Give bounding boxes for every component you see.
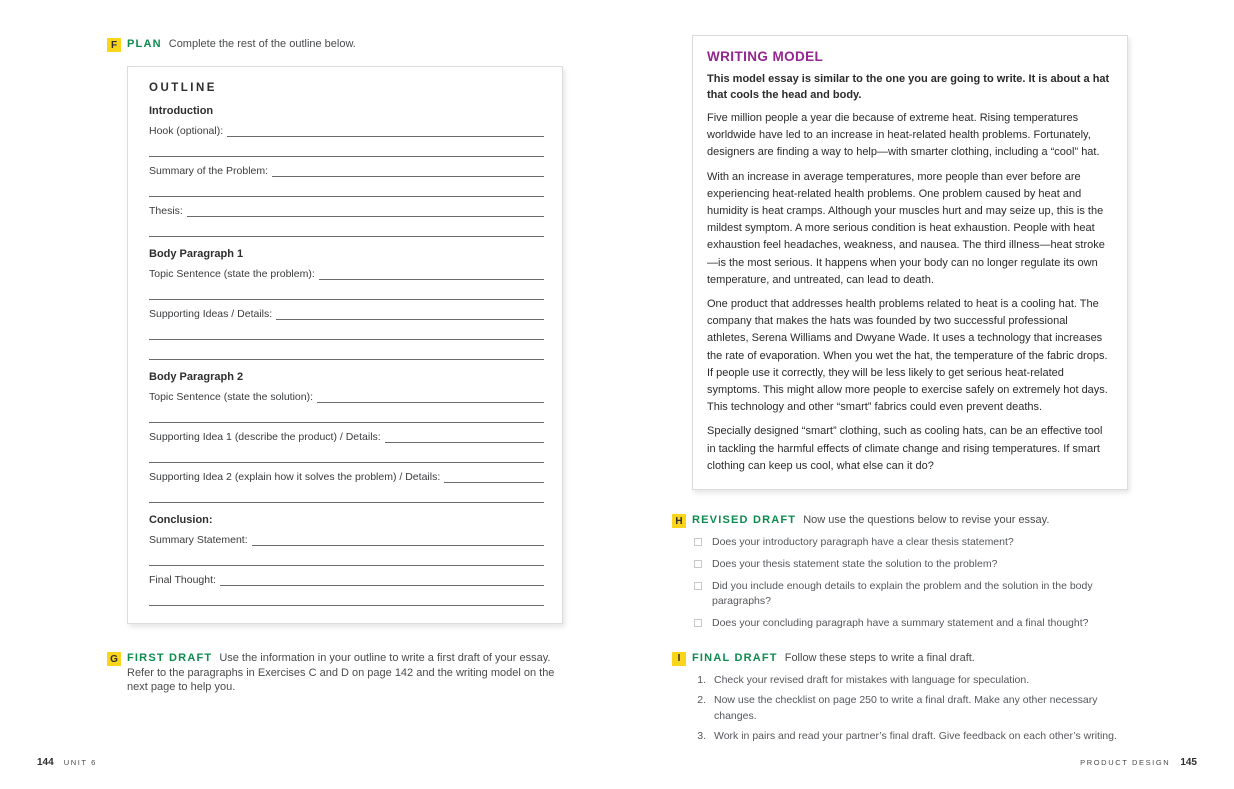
exercise-f-instruction: Complete the rest of the outline below. xyxy=(168,38,356,50)
exercise-h-heading: REVISED DRAFT xyxy=(692,514,797,527)
checkbox[interactable] xyxy=(694,560,702,568)
final-draft-steps xyxy=(694,673,1134,744)
checkbox[interactable] xyxy=(694,619,702,627)
outline-box xyxy=(127,66,563,624)
write-in-line[interactable] xyxy=(444,469,544,483)
exercise-i-text xyxy=(692,651,1134,745)
write-in-line[interactable] xyxy=(149,443,544,463)
writing-model-paragraph: One product that addresses health problems related to heat is a cooling hat. The company that makes the hats was founded by two successful professional athletes, Serena Williams and Dwyane Wade. It uses a technology that increases the rate of evaporation. When you wet the hat, the temperature of the fabric drops. If people use it correctly, they will be less likely to get serious heat-related symptoms. This might allow more people to exercise safely on extremely hot days. This technology and other “smart” fabrics could even prevent deaths. xyxy=(707,298,1108,414)
exercise-g-instruction: Use the information in your outline to write a first draft of your essay. Refer to the paragraphs in Exercises C and D on page 142 and the writing model on the next page to help you. xyxy=(127,652,555,693)
write-in-line[interactable] xyxy=(149,280,544,300)
unit-title-label: PRODUCT DESIGN xyxy=(1080,758,1171,767)
outline-field xyxy=(149,260,544,280)
page-number-right: 145 xyxy=(1180,757,1197,768)
write-in-line[interactable] xyxy=(149,586,544,606)
checkbox[interactable] xyxy=(694,582,702,590)
checklist-item xyxy=(694,579,1134,610)
write-in-line[interactable] xyxy=(149,403,544,423)
outline-section-heading: Introduction xyxy=(149,105,214,117)
exercise-g-heading: FIRST DRAFT xyxy=(127,652,213,664)
field-label: Summary of the Problem: xyxy=(149,165,269,177)
checklist-item-label: Does your concluding paragraph have a summary statement and a final thought? xyxy=(712,617,1089,630)
step-number: 1. xyxy=(697,674,706,687)
outline-section-heading: Body Paragraph 1 xyxy=(149,248,244,260)
write-in-line[interactable] xyxy=(149,177,544,197)
writing-model-title: WRITING MODEL xyxy=(707,49,824,64)
exercise-f-heading: PLAN xyxy=(127,38,162,50)
field-label: Hook (optional): xyxy=(149,125,224,137)
write-in-line[interactable] xyxy=(149,483,544,503)
checklist-item xyxy=(694,557,1134,573)
write-in-line[interactable] xyxy=(385,429,544,443)
field-label: Topic Sentence (state the problem): xyxy=(149,268,315,280)
write-in-line[interactable] xyxy=(220,572,544,586)
field-label: Final Thought: xyxy=(149,574,216,586)
step-text: Check your revised draft for mistakes with language for speculation. xyxy=(714,674,1030,687)
write-in-line[interactable] xyxy=(149,546,544,566)
outline-field xyxy=(149,383,544,403)
exercise-i-badge: I xyxy=(672,652,686,666)
footer-right xyxy=(1080,757,1197,768)
exercise-f xyxy=(107,37,575,52)
exercise-g xyxy=(107,651,575,695)
writing-model-box xyxy=(692,35,1128,490)
write-in-line[interactable] xyxy=(149,320,544,340)
footer-left xyxy=(37,757,97,768)
outline-field xyxy=(149,197,544,217)
step-number: 2. xyxy=(697,694,706,707)
field-label: Supporting Ideas / Details: xyxy=(149,308,273,320)
exercise-h-badge: H xyxy=(672,514,686,528)
left-page xyxy=(107,37,575,695)
step-text: Now use the checklist on page 250 to write a final draft. Make any other necessary changes. xyxy=(714,694,1098,722)
write-in-line[interactable] xyxy=(187,203,544,217)
checklist-item-label: Does your thesis statement state the solution to the problem? xyxy=(712,557,998,570)
field-label: Topic Sentence (state the solution): xyxy=(149,391,314,403)
revision-checklist xyxy=(694,535,1134,632)
exercise-i xyxy=(672,651,1134,745)
step-item xyxy=(694,693,1134,724)
exercise-f-text xyxy=(127,37,575,52)
step-item xyxy=(694,673,1134,689)
checklist-item xyxy=(694,616,1134,632)
outline-section-heading: Conclusion: xyxy=(149,514,213,526)
exercise-g-badge: G xyxy=(107,652,121,666)
exercise-f-badge: F xyxy=(107,38,121,52)
checklist-item-label: Does your introductory paragraph have a clear thesis statement? xyxy=(712,535,1014,548)
field-label: Supporting Idea 1 (describe the product) / Details: xyxy=(149,431,381,443)
writing-model-paragraph: Five million people a year die because of extreme heat. Rising temperatures worldwide have led to an increase in heat-related health problems. Fortunately, designers are finding a way to help—with smarter clothing, including a “cool” hat. xyxy=(707,112,1100,159)
write-in-line[interactable] xyxy=(149,217,544,237)
write-in-line[interactable] xyxy=(317,389,544,403)
write-in-line[interactable] xyxy=(149,340,544,360)
checkbox[interactable] xyxy=(694,538,702,546)
unit-label: UNIT 6 xyxy=(63,758,97,767)
exercise-g-text xyxy=(127,651,575,695)
checklist-item xyxy=(694,535,1134,551)
write-in-line[interactable] xyxy=(252,532,544,546)
write-in-line[interactable] xyxy=(149,137,544,157)
write-in-line[interactable] xyxy=(272,163,544,177)
writing-model-paragraph: Specially designed “smart” clothing, such as cooling hats, can be an effective tool in tackling the harmful effects of climate change and rising temperatures. If smart clothing can keep us cool, what else can it do? xyxy=(707,425,1103,472)
writing-model-paragraph: With an increase in average temperatures, more people than ever before are experiencing heat-related health problems. One problem caused by heat and humidity is heat cramps. Although your muscles hurt and may seize up, this is the mildest symptom. A more serious condition is heat exhaustion. People with heat exhaustion feel headaches, weakness, and nausea. The third illness—heat stroke—is the most serious. It happens when your body can no longer regulate its own temperature, and untreated, can lead to death. xyxy=(707,170,1105,286)
field-label: Summary Statement: xyxy=(149,534,248,546)
outline-field xyxy=(149,566,544,586)
write-in-line[interactable] xyxy=(319,266,544,280)
exercise-h xyxy=(672,513,1134,632)
exercise-h-instruction: Now use the questions below to revise your essay. xyxy=(803,514,1050,527)
outline-field xyxy=(149,463,544,483)
write-in-line[interactable] xyxy=(227,123,544,137)
field-label: Supporting Idea 2 (explain how it solves the problem) / Details: xyxy=(149,471,441,483)
outline-field xyxy=(149,526,544,546)
step-text: Work in pairs and read your partner’s final draft. Give feedback on each other’s writing. xyxy=(714,729,1117,742)
checklist-item-label: Did you include enough details to explain the problem and the solution in the body paragraphs? xyxy=(712,579,1093,608)
step-item xyxy=(694,729,1134,745)
outline-field xyxy=(149,157,544,177)
outline-field xyxy=(149,117,544,137)
outline-title: OUTLINE xyxy=(149,82,217,94)
outline-field xyxy=(149,300,544,320)
write-in-line[interactable] xyxy=(276,306,544,320)
step-number: 3. xyxy=(697,729,706,742)
field-label: Thesis: xyxy=(149,205,183,217)
right-page xyxy=(672,35,1134,744)
exercise-i-instruction: Follow these steps to write a final draft. xyxy=(784,651,975,664)
outline-field xyxy=(149,423,544,443)
page-number-left: 144 xyxy=(37,757,54,768)
writing-model-intro: This model essay is similar to the one you are going to write. It is about a hat that cools the head and body. xyxy=(707,73,1110,101)
exercise-i-heading: FINAL DRAFT xyxy=(692,651,778,664)
exercise-h-text xyxy=(692,513,1134,632)
outline-section-heading: Body Paragraph 2 xyxy=(149,371,244,383)
